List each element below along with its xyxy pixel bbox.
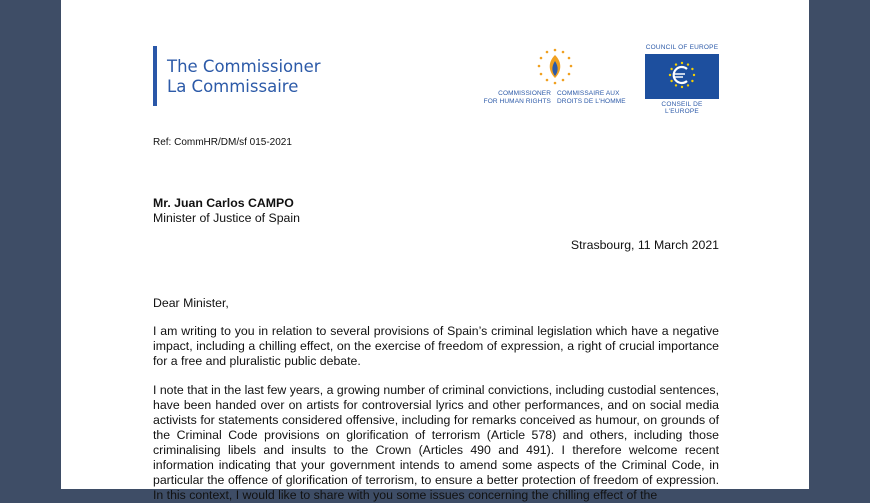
chr-label-fr: COMMISSAIRE AUX DROITS DE L'HOMME	[557, 90, 626, 105]
commissioner-human-rights-logo	[481, 44, 631, 110]
letter-page	[61, 0, 809, 502]
salutation: Dear Minister,	[153, 296, 229, 310]
coe-label-en: COUNCIL OF EUROPE	[645, 44, 719, 51]
chr-label-en: COMMISSIONER FOR HUMAN RIGHTS	[483, 90, 551, 105]
reference-number: Ref: CommHR/DM/sf 015-2021	[153, 137, 292, 148]
paragraph-2: I note that in the last few years, a growing number of criminal convictions, including custodial sentences, have been handed over on artists for controversial lyrics and other performances, and on social media activists for statements considered offensive, including for remarks conceived as humour, on grounds of the Criminal Code provisions on glorification of terrorism (Article 578) and others, including those criminalising libels and insults to the Crown (Articles 490 and 491). I therefore welcome recent information indicating that your government intends to amend some aspects of the Criminal Code, in particular the offence of glorification of terrorism, to ensure a better protection of freedom of expression. In this context, I would like to share with you some issues concerning the chilling effect of the	[153, 383, 719, 502]
commissioner-title-fr: La Commissaire	[167, 77, 299, 96]
header-accent-bar	[153, 46, 157, 106]
paragraph-1: I am writing to you in relation to several provisions of Spain’s criminal legislation which have a negative impact, including a chilling effect, on the exercise of freedom of expression, a right of crucial importance for a free and pluralistic public debate.	[153, 324, 719, 368]
coe-label-fr: CONSEIL DE L'EUROPE	[661, 101, 703, 115]
commissioner-title-en: The Commissioner	[167, 57, 321, 76]
council-of-europe-flag-icon	[645, 54, 719, 99]
council-of-europe-logo	[644, 44, 720, 115]
commissioner-title	[167, 57, 321, 97]
recipient-title: Minister of Justice of Spain	[153, 211, 300, 225]
flame-stars-icon	[533, 46, 577, 90]
letter-date: Strasbourg, 11 March 2021	[570, 238, 719, 252]
recipient-name: Mr. Juan Carlos CAMPO	[153, 196, 294, 210]
